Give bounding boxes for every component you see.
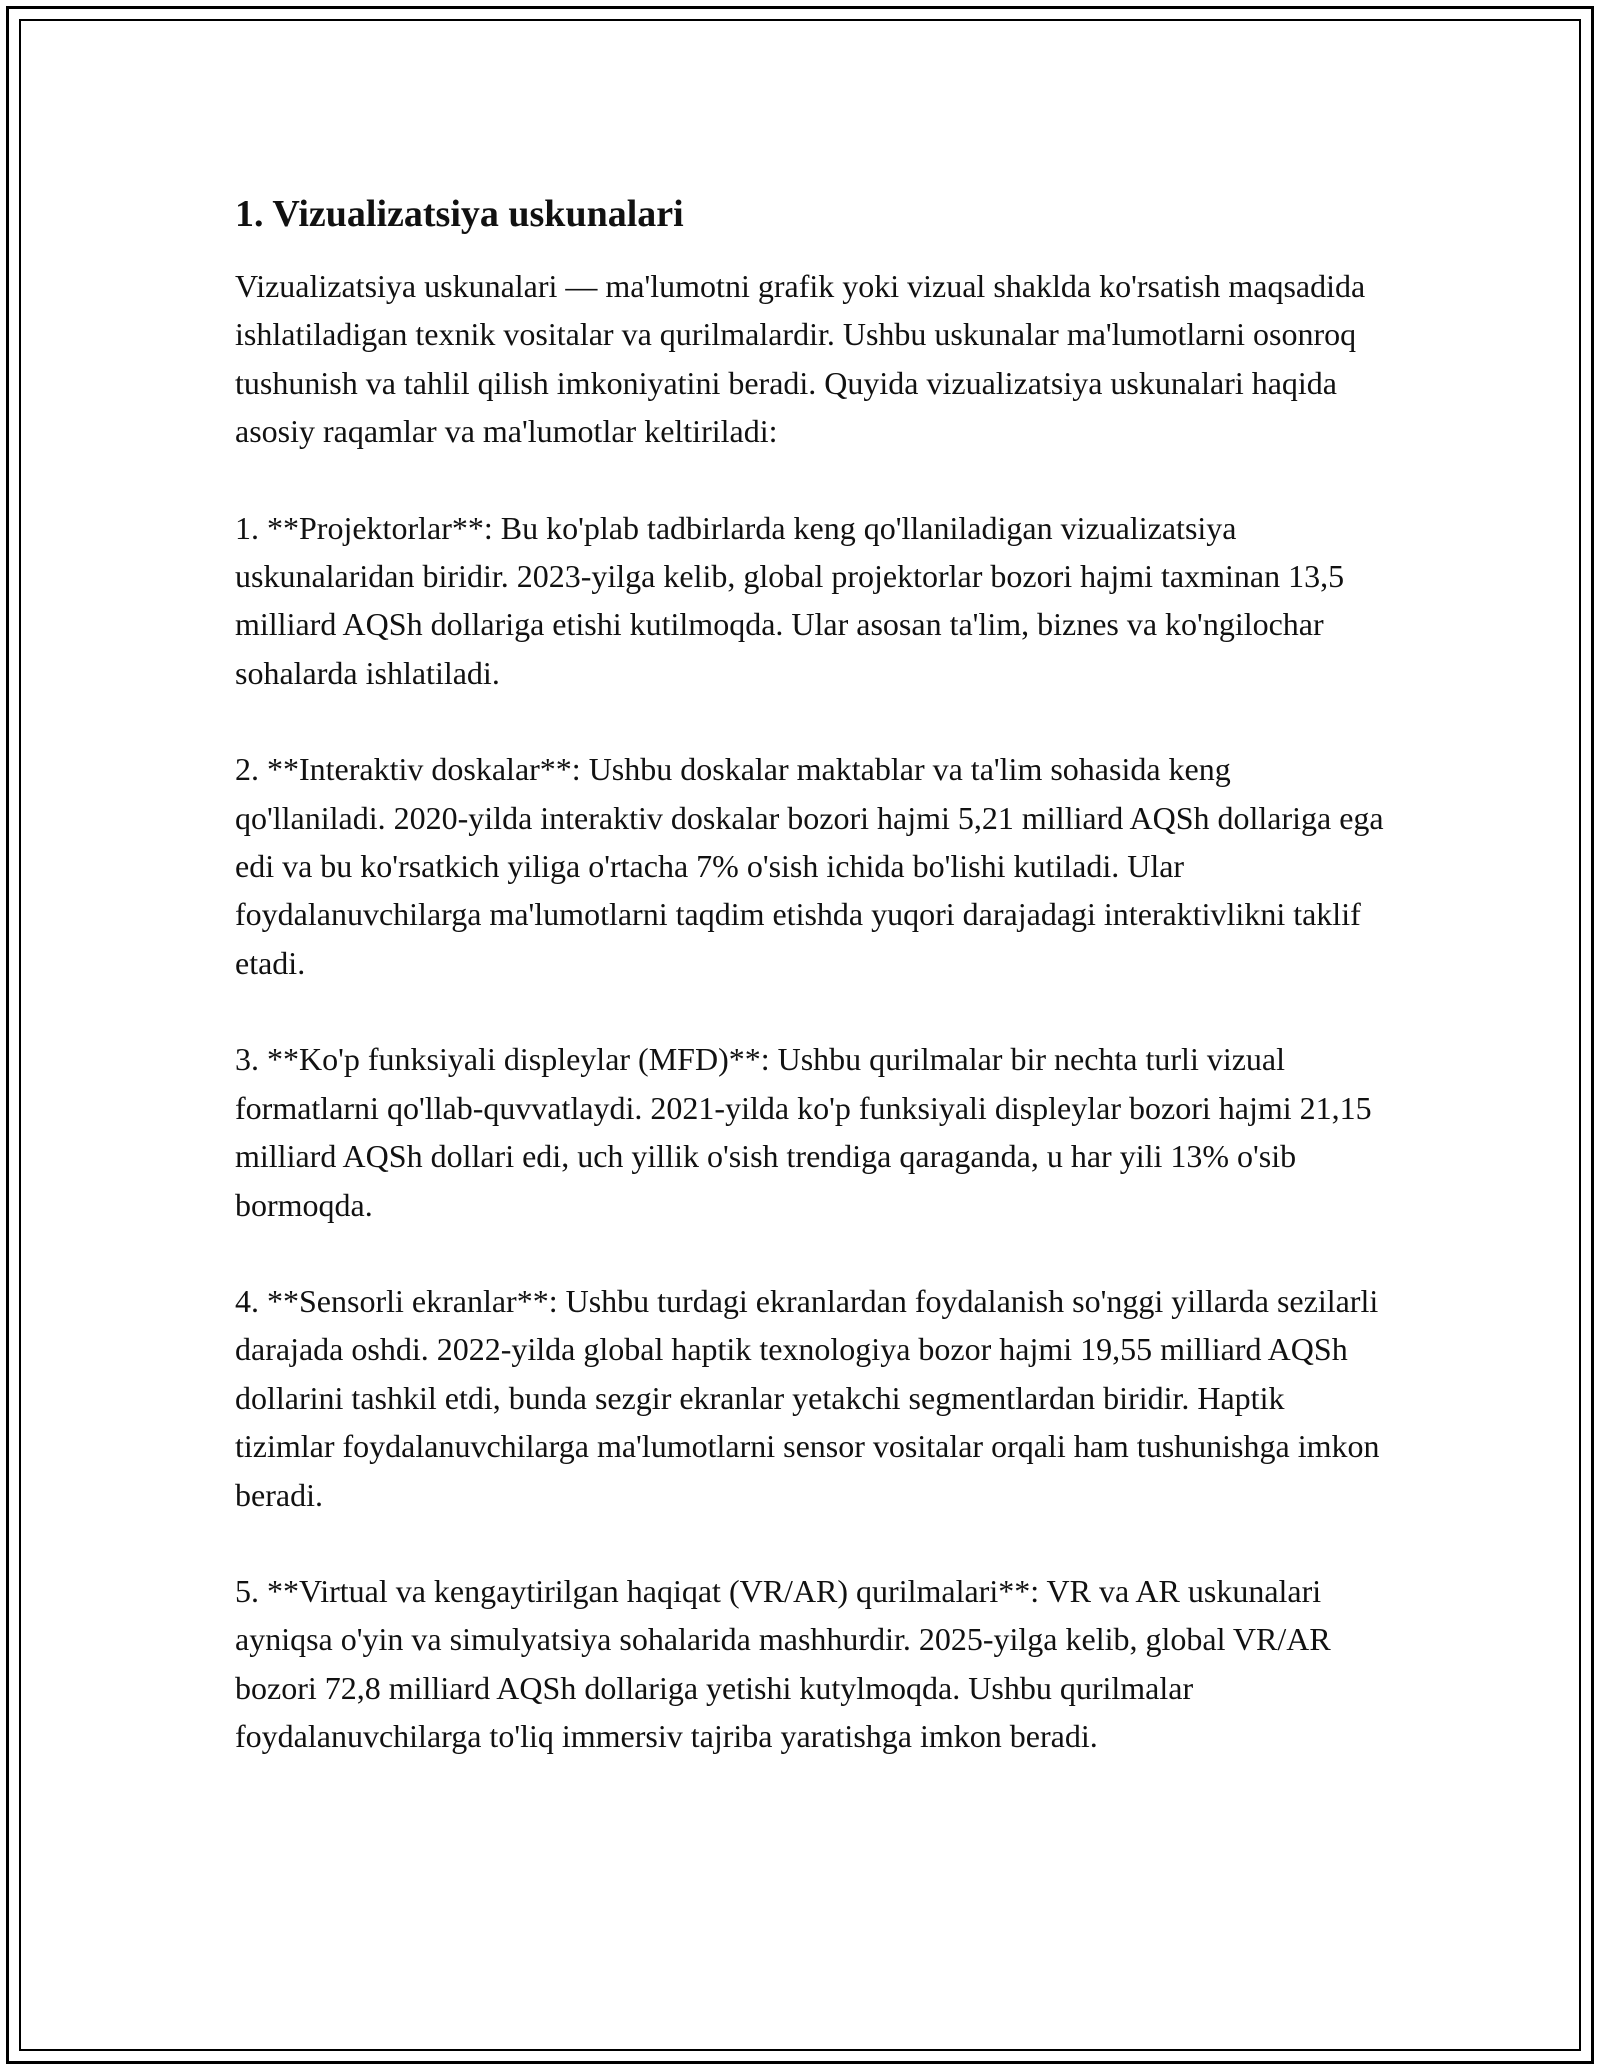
- list-item-interactive-boards: 2. **Interaktiv doskalar**: Ushbu doskalar maktablar va ta'lim sohasida keng qo'llaniladi. 2020-yilda interaktiv doskalar bozori hajmi 5,21 milliard AQSh dollariga ega edi va bu ko'rsatkich yiliga o'rtacha 7% o'sish ichida bo'lishi kutiladi. Ular foydalanuvchilarga ma'lumotlarni taqdim etishda yuqori darajadagi interaktivlikni taklif etadi.: [235, 751, 1384, 981]
- list-item-multifunction-displays: 3. **Ko'p funksiyali displeylar (MFD)**: Ushbu qurilmalar bir nechta turli vizual formatlarni qo'llab-quvvatlaydi. 2021-yilda ko'p funksiyali displeylar bozori hajmi 21,15 milliard AQSh dollari edi, uch yillik o'sish trendiga qaraganda, u har yili 13% o'sib bormoqda.: [235, 1041, 1372, 1223]
- document-body: [235, 188, 1385, 1809]
- page-title: 1. Vizualizatsiya uskunalari: [235, 193, 684, 235]
- list-item-vr-ar-devices: 5. **Virtual va kengaytirilgan haqiqat (VR/AR) qurilmalari**: VR va AR uskunalari ayniqsa o'yin va simulyatsiya sohalarida mashhurdir. 2025-yilga kelib, global VR/AR bozori 72,8 milliard AQSh dollariga yetishi kutylmoqda. Ushbu qurilmalar foydalanuvchilarga to'liq immersiv tajriba yaratishga imkon beradi.: [235, 1572, 1331, 1755]
- list-item-projectors: 1. **Projektorlar**: Bu ko'plab tadbirlarda keng qo'llaniladigan vizualizatsiya uskunalaridan biridir. 2023-yilga kelib, global projektorlar bozori hajmi taxminan 13,5 milliard AQSh dollariga etishi kutilmoqda. Ular asosan ta'lim, biznes va ko'ngilochar sohalarda ishlatiladi.: [235, 509, 1345, 691]
- intro-paragraph: Vizualizatsiya uskunalari — ma'lumotni grafik yoki vizual shaklda ko'rsatish maqsadida ishlatiladigan texnik vositalar va qurilmalardir. Ushbu uskunalar ma'lumotlarni osonroq tushunish va tahlil qilish imkoniyatini beradi. Quyida vizualizatsiya uskunalari haqida asosiy raqamlar va ma'lumotlar keltiriladi:: [235, 268, 1366, 450]
- list-item-touch-screens: 4. **Sensorli ekranlar**: Ushbu turdagi ekranlardan foydalanish so'nggi yillarda sezilarli darajada oshdi. 2022-yilda global haptik texnologiya bozor hajmi 19,55 milliard AQSh dollarini tashkil etdi, bunda sezgir ekranlar yetakchi segmentlardan biridir. Haptik tizimlar foydalanuvchilarga ma'lumotlarni sensor vositalar orqali ham tushunishga imkon beradi.: [235, 1282, 1380, 1513]
